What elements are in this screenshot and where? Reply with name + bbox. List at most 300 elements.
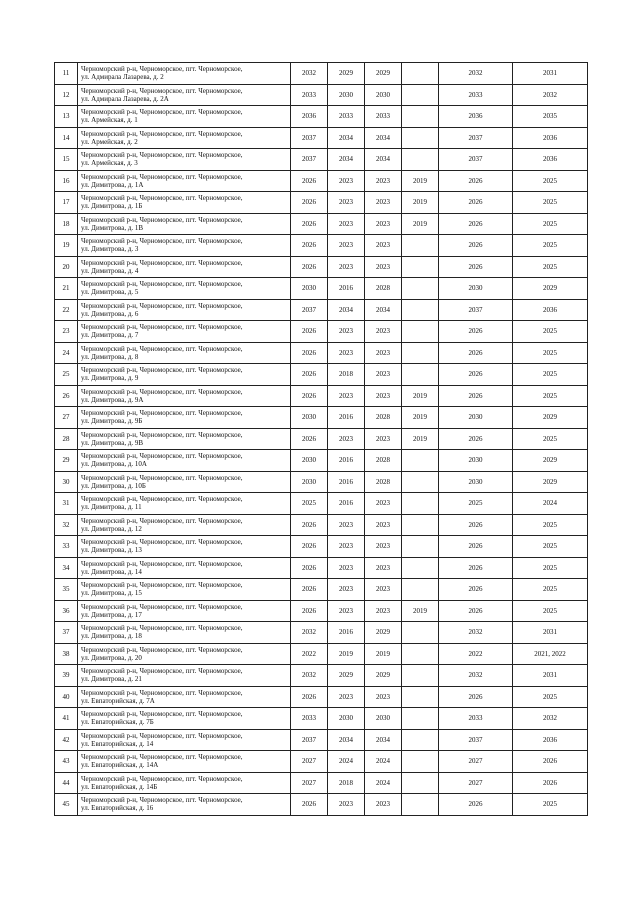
year-cell-1: 2032: [291, 622, 328, 644]
year-cell-2: 2034: [328, 299, 365, 321]
year-cell-4: 2019: [402, 600, 439, 622]
address-line-1: Черноморский р-н, Черноморское, пгт. Черноморское,: [81, 753, 243, 762]
year-cell-3: 2030: [365, 708, 402, 730]
year-cell-2: 2023: [328, 514, 365, 536]
year-cell-4: [402, 686, 439, 708]
year-cell-3: 2023: [365, 256, 402, 278]
address-line-1: Черноморский р-н, Черноморское, пгт. Черноморское,: [81, 452, 243, 461]
year-cell-5: 2032: [439, 665, 513, 687]
year-cell-2: 2023: [328, 213, 365, 235]
year-cell-4: 2019: [402, 385, 439, 407]
row-number: 40: [55, 686, 78, 708]
year-cell-3: 2034: [365, 299, 402, 321]
row-number: 34: [55, 557, 78, 579]
year-cell-2: 2016: [328, 450, 365, 472]
year-cell-3: 2023: [365, 342, 402, 364]
year-cell-5: 2030: [439, 471, 513, 493]
year-cell-4: 2019: [402, 428, 439, 450]
schedule-table-body: [55, 63, 588, 816]
address-line-1: Черноморский р-н, Черноморское, пгт. Черноморское,: [81, 151, 243, 160]
year-cell-3: 2023: [365, 579, 402, 601]
year-cell-3: 2023: [365, 514, 402, 536]
table-row: [55, 321, 588, 343]
row-number: 18: [55, 213, 78, 235]
year-cell-5: 2030: [439, 407, 513, 429]
table-row: [55, 213, 588, 235]
year-cell-3: 2033: [365, 106, 402, 128]
address-cell: [78, 729, 291, 751]
year-cell-1: 2026: [291, 364, 328, 386]
year-cell-2: 2023: [328, 385, 365, 407]
address-line-2: ул. Димитрова, д. 17: [81, 610, 142, 619]
year-cell-3: 2023: [365, 385, 402, 407]
year-cell-1: 2026: [291, 213, 328, 235]
year-cell-4: [402, 772, 439, 794]
address-line-2: ул. Димитрова, д. 14: [81, 567, 142, 576]
row-number: 21: [55, 278, 78, 300]
address-line-1: Черноморский р-н, Черноморское, пгт. Черноморское,: [81, 258, 243, 267]
address-line-2: ул. Димитрова, д. 20: [81, 653, 142, 662]
address-line-2: ул. Димитрова, д. 12: [81, 524, 142, 533]
year-cell-6: 2036: [513, 127, 588, 149]
year-cell-6: 2025: [513, 213, 588, 235]
row-number: 25: [55, 364, 78, 386]
year-cell-3: 2023: [365, 600, 402, 622]
table-row: [55, 665, 588, 687]
year-cell-5: 2026: [439, 235, 513, 257]
year-cell-6: 2025: [513, 342, 588, 364]
year-cell-1: 2026: [291, 256, 328, 278]
year-cell-5: 2027: [439, 772, 513, 794]
address-cell: [78, 794, 291, 816]
year-cell-3: 2023: [365, 794, 402, 816]
year-cell-1: 2026: [291, 686, 328, 708]
address-line-1: Черноморский р-н, Черноморское, пгт. Черноморское,: [81, 624, 243, 633]
year-cell-5: 2026: [439, 686, 513, 708]
table-row: [55, 364, 588, 386]
year-cell-6: 2026: [513, 751, 588, 773]
year-cell-1: 2027: [291, 772, 328, 794]
row-number: 15: [55, 149, 78, 171]
address-line-2: ул. Евпаторийская, д. 7А: [81, 696, 155, 705]
address-line-1: Черноморский р-н, Черноморское, пгт. Черноморское,: [81, 538, 243, 547]
year-cell-2: 2030: [328, 84, 365, 106]
table-row: [55, 729, 588, 751]
year-cell-2: 2023: [328, 686, 365, 708]
table-row: [55, 385, 588, 407]
year-cell-1: 2025: [291, 493, 328, 515]
year-cell-6: 2036: [513, 729, 588, 751]
year-cell-5: 2026: [439, 321, 513, 343]
address-line-2: ул. Адмирала Лазарева, д. 2А: [81, 94, 169, 103]
year-cell-3: 2023: [365, 235, 402, 257]
address-line-1: Черноморский р-н, Черноморское, пгт. Черноморское,: [81, 344, 243, 353]
year-cell-5: 2033: [439, 708, 513, 730]
year-cell-5: 2030: [439, 450, 513, 472]
address-line-1: Черноморский р-н, Черноморское, пгт. Черноморское,: [81, 172, 243, 181]
year-cell-1: 2026: [291, 428, 328, 450]
address-cell: [78, 235, 291, 257]
table-row: [55, 170, 588, 192]
row-number: 24: [55, 342, 78, 364]
year-cell-1: 2037: [291, 729, 328, 751]
row-number: 14: [55, 127, 78, 149]
year-cell-4: [402, 235, 439, 257]
year-cell-6: 2025: [513, 192, 588, 214]
year-cell-2: 2024: [328, 751, 365, 773]
year-cell-4: 2019: [402, 407, 439, 429]
year-cell-6: 2025: [513, 514, 588, 536]
year-cell-3: 2023: [365, 170, 402, 192]
address-line-2: ул. Димитрова, д. 9Б: [81, 417, 143, 426]
year-cell-2: 2023: [328, 600, 365, 622]
year-cell-4: [402, 256, 439, 278]
year-cell-1: 2030: [291, 471, 328, 493]
year-cell-3: 2028: [365, 278, 402, 300]
year-cell-1: 2026: [291, 794, 328, 816]
year-cell-1: 2030: [291, 278, 328, 300]
address-cell: [78, 213, 291, 235]
year-cell-3: 2029: [365, 63, 402, 85]
year-cell-5: 2030: [439, 278, 513, 300]
address-line-2: ул. Димитрова, д. 5: [81, 288, 139, 297]
address-cell: [78, 622, 291, 644]
year-cell-2: 2016: [328, 622, 365, 644]
year-cell-6: 2025: [513, 364, 588, 386]
address-line-1: Черноморский р-н, Черноморское, пгт. Черноморское,: [81, 194, 243, 203]
year-cell-6: 2021, 2022: [513, 643, 588, 665]
row-number: 22: [55, 299, 78, 321]
year-cell-3: 2023: [365, 192, 402, 214]
table-row: [55, 407, 588, 429]
year-cell-1: 2026: [291, 557, 328, 579]
year-cell-5: 2022: [439, 643, 513, 665]
address-cell: [78, 471, 291, 493]
address-line-2: ул. Димитрова, д. 7: [81, 331, 139, 340]
year-cell-6: 2025: [513, 170, 588, 192]
address-line-1: Черноморский р-н, Черноморское, пгт. Черноморское,: [81, 280, 243, 289]
year-cell-1: 2026: [291, 600, 328, 622]
address-cell: [78, 385, 291, 407]
address-line-1: Черноморский р-н, Черноморское, пгт. Черноморское,: [81, 86, 243, 95]
address-cell: [78, 278, 291, 300]
address-line-1: Черноморский р-н, Черноморское, пгт. Черноморское,: [81, 366, 243, 375]
year-cell-6: 2025: [513, 428, 588, 450]
row-number: 23: [55, 321, 78, 343]
address-cell: [78, 708, 291, 730]
year-cell-4: [402, 342, 439, 364]
address-cell: [78, 665, 291, 687]
year-cell-2: 2016: [328, 471, 365, 493]
year-cell-4: [402, 106, 439, 128]
year-cell-5: 2032: [439, 622, 513, 644]
year-cell-6: 2026: [513, 772, 588, 794]
address-cell: [78, 170, 291, 192]
address-cell: [78, 600, 291, 622]
year-cell-3: 2028: [365, 450, 402, 472]
address-line-1: Черноморский р-н, Черноморское, пгт. Черноморское,: [81, 710, 243, 719]
address-line-1: Черноморский р-н, Черноморское, пгт. Черноморское,: [81, 215, 243, 224]
address-line-1: Черноморский р-н, Черноморское, пгт. Черноморское,: [81, 774, 243, 783]
year-cell-6: 2035: [513, 106, 588, 128]
row-number: 45: [55, 794, 78, 816]
table-row: [55, 622, 588, 644]
year-cell-4: 2019: [402, 213, 439, 235]
row-number: 30: [55, 471, 78, 493]
address-cell: [78, 364, 291, 386]
schedule-table: [54, 62, 588, 816]
row-number: 43: [55, 751, 78, 773]
address-cell: [78, 514, 291, 536]
table-row: [55, 428, 588, 450]
year-cell-4: [402, 299, 439, 321]
address-line-2: ул. Димитрова, д. 21: [81, 675, 142, 684]
year-cell-5: 2026: [439, 213, 513, 235]
year-cell-1: 2026: [291, 170, 328, 192]
table-row: [55, 127, 588, 149]
row-number: 32: [55, 514, 78, 536]
year-cell-6: 2025: [513, 256, 588, 278]
row-number: 44: [55, 772, 78, 794]
year-cell-4: [402, 63, 439, 85]
year-cell-4: [402, 321, 439, 343]
year-cell-2: 2023: [328, 321, 365, 343]
address-line-2: ул. Димитрова, д. 1В: [81, 223, 144, 232]
year-cell-3: 2023: [365, 557, 402, 579]
address-cell: [78, 106, 291, 128]
address-line-1: Черноморский р-н, Черноморское, пгт. Черноморское,: [81, 129, 243, 138]
address-cell: [78, 407, 291, 429]
year-cell-4: [402, 794, 439, 816]
address-cell: [78, 751, 291, 773]
year-cell-3: 2029: [365, 665, 402, 687]
year-cell-4: [402, 450, 439, 472]
table-row: [55, 579, 588, 601]
year-cell-1: 2026: [291, 579, 328, 601]
address-line-1: Черноморский р-н, Черноморское, пгт. Черноморское,: [81, 667, 243, 676]
row-number: 13: [55, 106, 78, 128]
year-cell-1: 2037: [291, 299, 328, 321]
year-cell-4: [402, 557, 439, 579]
table-row: [55, 514, 588, 536]
table-row: [55, 149, 588, 171]
year-cell-3: 2023: [365, 364, 402, 386]
address-cell: [78, 127, 291, 149]
year-cell-2: 2016: [328, 493, 365, 515]
year-cell-3: 2028: [365, 407, 402, 429]
year-cell-4: [402, 622, 439, 644]
year-cell-2: 2023: [328, 235, 365, 257]
year-cell-2: 2023: [328, 192, 365, 214]
row-number: 11: [55, 63, 78, 85]
address-cell: [78, 63, 291, 85]
year-cell-4: [402, 84, 439, 106]
year-cell-3: 2034: [365, 729, 402, 751]
year-cell-5: 2026: [439, 170, 513, 192]
year-cell-4: [402, 643, 439, 665]
year-cell-4: [402, 471, 439, 493]
year-cell-6: 2031: [513, 622, 588, 644]
row-number: 36: [55, 600, 78, 622]
year-cell-2: 2019: [328, 643, 365, 665]
year-cell-2: 2034: [328, 149, 365, 171]
address-cell: [78, 428, 291, 450]
year-cell-3: 2029: [365, 622, 402, 644]
address-line-2: ул. Димитрова, д. 6: [81, 309, 139, 318]
year-cell-4: 2019: [402, 170, 439, 192]
year-cell-3: 2023: [365, 536, 402, 558]
table-row: [55, 794, 588, 816]
year-cell-4: [402, 364, 439, 386]
address-line-1: Черноморский р-н, Черноморское, пгт. Черноморское,: [81, 473, 243, 482]
year-cell-6: 2032: [513, 708, 588, 730]
year-cell-4: [402, 579, 439, 601]
address-line-2: ул. Адмирала Лазарева, д. 2: [81, 73, 164, 82]
year-cell-5: 2037: [439, 729, 513, 751]
address-line-1: Черноморский р-н, Черноморское, пгт. Черноморское,: [81, 688, 243, 697]
year-cell-2: 2029: [328, 665, 365, 687]
table-row: [55, 536, 588, 558]
address-line-2: ул. Димитрова, д. 9В: [81, 438, 144, 447]
address-line-1: Черноморский р-н, Черноморское, пгт. Черноморское,: [81, 645, 243, 654]
year-cell-3: 2030: [365, 84, 402, 106]
row-number: 42: [55, 729, 78, 751]
table-row: [55, 192, 588, 214]
year-cell-5: 2027: [439, 751, 513, 773]
address-line-1: Черноморский р-н, Черноморское, пгт. Черноморское,: [81, 65, 243, 74]
table-row: [55, 450, 588, 472]
year-cell-2: 2018: [328, 772, 365, 794]
year-cell-2: 2034: [328, 127, 365, 149]
row-number: 39: [55, 665, 78, 687]
address-line-1: Черноморский р-н, Черноморское, пгт. Черноморское,: [81, 409, 243, 418]
year-cell-6: 2029: [513, 471, 588, 493]
table-row: [55, 686, 588, 708]
address-line-2: ул. Евпаторийская, д. 14: [81, 739, 154, 748]
year-cell-2: 2016: [328, 407, 365, 429]
year-cell-6: 2024: [513, 493, 588, 515]
year-cell-5: 2026: [439, 342, 513, 364]
table-row: [55, 256, 588, 278]
address-line-2: ул. Евпаторийская, д. 16: [81, 804, 154, 813]
row-number: 33: [55, 536, 78, 558]
table-row: [55, 772, 588, 794]
row-number: 31: [55, 493, 78, 515]
address-line-2: ул. Армейская, д. 3: [81, 159, 138, 168]
row-number: 28: [55, 428, 78, 450]
address-cell: [78, 342, 291, 364]
address-line-2: ул. Евпаторийская, д. 7Б: [81, 718, 154, 727]
year-cell-3: 2023: [365, 493, 402, 515]
address-cell: [78, 643, 291, 665]
year-cell-4: [402, 729, 439, 751]
year-cell-3: 2023: [365, 213, 402, 235]
year-cell-1: 2033: [291, 708, 328, 730]
address-line-2: ул. Димитрова, д. 8: [81, 352, 139, 361]
year-cell-6: 2029: [513, 450, 588, 472]
year-cell-3: 2024: [365, 772, 402, 794]
year-cell-5: 2037: [439, 299, 513, 321]
year-cell-2: 2016: [328, 278, 365, 300]
year-cell-2: 2018: [328, 364, 365, 386]
year-cell-4: [402, 278, 439, 300]
address-line-1: Черноморский р-н, Черноморское, пгт. Черноморское,: [81, 237, 243, 246]
year-cell-1: 2022: [291, 643, 328, 665]
year-cell-5: 2026: [439, 600, 513, 622]
year-cell-4: [402, 493, 439, 515]
year-cell-5: 2026: [439, 385, 513, 407]
year-cell-5: 2026: [439, 514, 513, 536]
year-cell-1: 2026: [291, 192, 328, 214]
address-line-1: Черноморский р-н, Черноморское, пгт. Черноморское,: [81, 301, 243, 310]
year-cell-6: 2025: [513, 579, 588, 601]
year-cell-6: 2025: [513, 600, 588, 622]
table-row: [55, 751, 588, 773]
address-line-2: ул. Димитрова, д. 10Б: [81, 481, 146, 490]
year-cell-4: [402, 751, 439, 773]
address-line-2: ул. Димитрова, д. 3: [81, 245, 139, 254]
table-row: [55, 84, 588, 106]
year-cell-5: 2032: [439, 63, 513, 85]
address-line-1: Черноморский р-н, Черноморское, пгт. Черноморское,: [81, 495, 243, 504]
year-cell-2: 2023: [328, 794, 365, 816]
year-cell-1: 2026: [291, 342, 328, 364]
year-cell-1: 2026: [291, 321, 328, 343]
year-cell-3: 2019: [365, 643, 402, 665]
year-cell-3: 2034: [365, 149, 402, 171]
address-line-2: ул. Димитрова, д. 9А: [81, 395, 144, 404]
year-cell-4: 2019: [402, 192, 439, 214]
year-cell-6: 2025: [513, 235, 588, 257]
address-line-1: Черноморский р-н, Черноморское, пгт. Черноморское,: [81, 516, 243, 525]
address-cell: [78, 299, 291, 321]
address-cell: [78, 493, 291, 515]
year-cell-1: 2026: [291, 514, 328, 536]
address-cell: [78, 192, 291, 214]
row-number: 27: [55, 407, 78, 429]
year-cell-5: 2025: [439, 493, 513, 515]
year-cell-3: 2024: [365, 751, 402, 773]
address-line-2: ул. Димитрова, д. 11: [81, 503, 142, 512]
year-cell-5: 2033: [439, 84, 513, 106]
row-number: 17: [55, 192, 78, 214]
table-row: [55, 557, 588, 579]
address-line-2: ул. Евпаторийская, д. 14А: [81, 761, 159, 770]
row-number: 20: [55, 256, 78, 278]
row-number: 26: [55, 385, 78, 407]
year-cell-6: 2031: [513, 665, 588, 687]
address-line-1: Черноморский р-н, Черноморское, пгт. Черноморское,: [81, 731, 243, 740]
address-cell: [78, 149, 291, 171]
year-cell-5: 2026: [439, 557, 513, 579]
year-cell-1: 2030: [291, 407, 328, 429]
address-line-2: ул. Армейская, д. 1: [81, 116, 138, 125]
year-cell-6: 2025: [513, 536, 588, 558]
address-line-2: ул. Димитрова, д. 9: [81, 374, 139, 383]
address-cell: [78, 686, 291, 708]
year-cell-5: 2026: [439, 579, 513, 601]
address-line-1: Черноморский р-н, Черноморское, пгт. Черноморское,: [81, 387, 243, 396]
address-cell: [78, 536, 291, 558]
year-cell-6: 2029: [513, 407, 588, 429]
year-cell-4: [402, 708, 439, 730]
year-cell-5: 2036: [439, 106, 513, 128]
address-cell: [78, 772, 291, 794]
year-cell-4: [402, 536, 439, 558]
address-cell: [78, 557, 291, 579]
address-line-1: Черноморский р-н, Черноморское, пгт. Черноморское,: [81, 559, 243, 568]
year-cell-1: 2032: [291, 665, 328, 687]
